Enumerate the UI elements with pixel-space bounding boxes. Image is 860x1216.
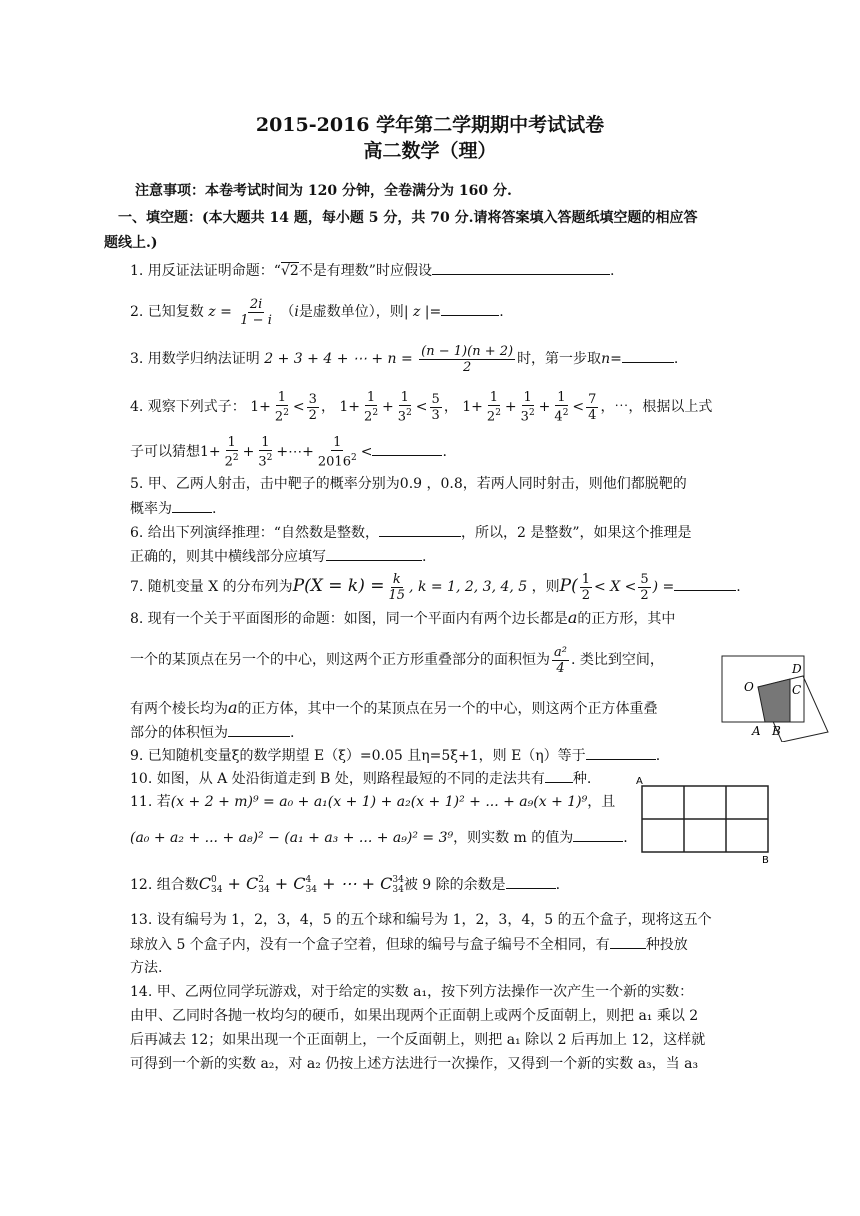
q4-sep: ， bbox=[320, 399, 335, 415]
q12-b: 被 9 除的余数是 bbox=[403, 877, 506, 893]
question-8 bbox=[130, 608, 675, 629]
question-10 bbox=[130, 768, 591, 789]
q10-end: 种. bbox=[572, 771, 592, 787]
frac-den: $3^2$ bbox=[397, 407, 412, 425]
q8-frac bbox=[552, 645, 569, 676]
q2-pre: 2. 已知复数 bbox=[130, 304, 204, 320]
q7-end: . bbox=[736, 579, 741, 595]
q6-a: 6. 给出下列演绎推理：“自然数是整数， bbox=[130, 525, 379, 541]
q3-expr: 2 + 3 + 4 + ⋯ + n = bbox=[264, 351, 413, 367]
frac-num: 1 bbox=[261, 434, 270, 450]
question-9 bbox=[130, 745, 660, 766]
question-8-line3 bbox=[130, 698, 658, 719]
den-base: 2 bbox=[274, 409, 284, 425]
q3-end: . bbox=[673, 351, 679, 367]
frac-den: 4 bbox=[556, 660, 565, 676]
den-base: 2 bbox=[364, 409, 373, 425]
q7-pre: 7. 随机变量 X 的分布列为 bbox=[130, 579, 293, 595]
q4-one: 1+ bbox=[462, 399, 483, 415]
inline-blank-6[interactable] bbox=[379, 522, 461, 537]
q3-pre: 3. 用数学归纳法证明 bbox=[130, 351, 260, 367]
section1-heading-cont: 题线上.) bbox=[104, 235, 158, 251]
q4-lt: < bbox=[572, 399, 585, 415]
q11-expr: (x + 2 + m)⁹ = a₀ + a₁(x + 1) + a₂(x + 1)² + ... + a₉(x + 1)⁹ bbox=[170, 794, 588, 810]
question-11 bbox=[130, 792, 615, 812]
q4-frac-f bbox=[552, 390, 570, 424]
question-6 bbox=[130, 522, 691, 543]
den-base: 2 bbox=[486, 409, 496, 425]
question-13: 13. 设有编号为 1，2，3，4，5 的五个球和编号为 1，2，3，4，5 的五个盒子，现将这五个 bbox=[130, 912, 712, 928]
question-14-line4: 可得到一个新的实数 a₂，对 a₂ 仍按上述方法进行一次操作，又得到一个新的实数 a₃，当 a₃ bbox=[130, 1056, 699, 1072]
q7-frac-2 bbox=[638, 572, 650, 603]
notice-text: 注意事项：本卷考试时间为 120 分钟，全卷满分为 160 分. bbox=[135, 183, 512, 199]
answer-blank-13[interactable] bbox=[610, 934, 646, 949]
q10-a: 10. 如图，从 A 处沿街道走到 B 处，则路程最短的不同的走法共有 bbox=[130, 771, 545, 787]
q4-frac-r1 bbox=[307, 392, 319, 423]
q2-fraction bbox=[238, 297, 274, 328]
frac-num: 1 bbox=[489, 389, 499, 405]
question-4-cont: 子可以猜想1+ $\frac{1}{2^2}$ + $\frac{1}{3^2}$ +⋯+ $\frac{1}{2016^2}$ < . bbox=[130, 434, 447, 470]
q8-a2: 的正方形，其中 bbox=[577, 611, 676, 627]
q4-tail: ，⋯，根据以上式 bbox=[600, 399, 713, 415]
q2-num: 2i bbox=[249, 296, 263, 312]
q7-frac-1 bbox=[580, 572, 592, 603]
q8-d: 部分的体积恒为 bbox=[130, 725, 228, 741]
overlap-region bbox=[758, 679, 790, 722]
q5-end: . bbox=[212, 501, 217, 517]
frac-den: $3^2$ bbox=[258, 452, 273, 470]
q4-pre: 4. 观察下列式子： bbox=[130, 399, 246, 415]
q4-frac-i bbox=[316, 435, 359, 469]
q11-a: 11. 若 bbox=[130, 794, 171, 810]
den-base: 3 bbox=[520, 409, 529, 425]
frac-num: a² bbox=[554, 644, 567, 660]
exam-title: 2015-2016 学年第二学期期中考试试卷 bbox=[255, 114, 605, 136]
q4-frac-b bbox=[362, 390, 380, 424]
frac-num: 1 bbox=[581, 571, 591, 587]
section1-heading: 一、填空题：(本大题共 14 题，每小题 5 分，共 70 分.请将答案填入答题纸填空题的相应答 bbox=[118, 210, 698, 226]
q6-end: . bbox=[422, 549, 427, 565]
q3-mid: 时，第一步取 bbox=[517, 351, 602, 367]
q2-mid2: 是虚数单位），则 bbox=[298, 304, 404, 320]
answer-blank-6[interactable] bbox=[326, 546, 422, 561]
c-symbol: C bbox=[293, 874, 306, 893]
q7-p2: P( bbox=[559, 576, 578, 596]
exam-subtitle: 高二数学（理） bbox=[363, 140, 497, 162]
q7-frac bbox=[387, 572, 408, 603]
q7-p2-end: ) = bbox=[652, 579, 675, 595]
q4-end: . bbox=[442, 444, 447, 460]
q4-line2-pre: 子可以猜想 bbox=[130, 444, 200, 460]
frac-num: 1 bbox=[227, 434, 236, 450]
answer-blank-12[interactable] bbox=[506, 874, 556, 889]
q3-eq: = bbox=[610, 351, 622, 367]
answer-blank-1[interactable] bbox=[432, 260, 610, 275]
q4-one: 1+ bbox=[339, 399, 361, 415]
q4-frac-c bbox=[396, 390, 414, 424]
frac-den: 15 bbox=[388, 587, 406, 603]
c-symbol: C bbox=[380, 874, 393, 893]
answer-blank-11[interactable] bbox=[573, 827, 623, 842]
q11-b: ，则实数 m 的值为 bbox=[453, 830, 574, 846]
q8-var: a bbox=[567, 608, 578, 627]
frac-num: 5 bbox=[431, 391, 440, 407]
frac-den: $3^2$ bbox=[520, 407, 535, 425]
q8-b: 一个的某顶点在另一个的中心，则这两个正方形重叠部分的面积恒为 bbox=[130, 652, 550, 668]
q9-end: . bbox=[655, 748, 661, 764]
q8-b2: . 类比到空间， bbox=[570, 652, 664, 668]
q3-den: 2 bbox=[462, 359, 472, 375]
frac-den: $2^2$ bbox=[486, 407, 501, 425]
q2-den: 1 − i bbox=[240, 312, 272, 328]
frac-den: 2 bbox=[581, 587, 591, 603]
q3-fraction bbox=[419, 344, 515, 375]
frac-num: 1 bbox=[400, 389, 409, 405]
q8-c2: 的正方体，其中一个的某顶点在另一个的中心，则这两个正方体重叠 bbox=[237, 701, 658, 717]
q13-b: 球放入 5 个盒子内，没有一个盒子空着，但球的编号与盒子编号不全相同，有 bbox=[130, 937, 610, 953]
frac-num: 5 bbox=[640, 571, 649, 587]
q4-one: 1+ bbox=[250, 399, 271, 415]
q13-b2: 种投放 bbox=[645, 937, 688, 953]
q4-frac-d bbox=[485, 390, 503, 424]
frac-num: 1 bbox=[366, 389, 376, 405]
q1-end: . bbox=[609, 263, 615, 279]
answer-blank-2[interactable] bbox=[441, 301, 499, 316]
question-1 bbox=[130, 260, 614, 281]
q11-expr2: (a₀ + a₂ + ... + a₈)² − (a₁ + a₃ + ... + a₉)² = 3⁹ bbox=[130, 830, 454, 846]
den-base: 2016 bbox=[317, 454, 351, 470]
question-13-line3: 方法. bbox=[130, 960, 163, 976]
q1-pre: 1. 用反证法证明命题：“ bbox=[130, 263, 281, 279]
frac-den: 2 bbox=[640, 587, 649, 603]
q2-end: . bbox=[499, 304, 504, 320]
q4-frac-e bbox=[519, 390, 537, 424]
c-symbol: C bbox=[198, 874, 211, 893]
question-3 bbox=[130, 341, 678, 377]
den-base: 2 bbox=[224, 454, 233, 470]
q7-p: P(X = k) = bbox=[292, 576, 385, 596]
question-4: 4. 观察下列式子： 1+ $\frac{1}{2^2}$ < $\frac{3}{2}$ ， 1+ $\frac{1}{2^2}$ + $\frac{1}{3^2}$ < $\frac{5}{3}$ ， 1+ $\frac{1}{2^2}$ + $\frac{1}{3^2}$ + $\frac{1}{4^2}$ < $\frac{7}{4}$ ，⋯，根据以上式 bbox=[130, 389, 713, 425]
q8-c: 有两个棱长均为 bbox=[130, 701, 228, 717]
question-13-line2 bbox=[130, 934, 688, 955]
answer-blank-3[interactable] bbox=[622, 348, 674, 363]
label-D: D bbox=[792, 662, 802, 676]
q7-mid: ，则 bbox=[531, 579, 560, 595]
q6-a2: ，所以，2 是整数”，如果这个推理是 bbox=[460, 525, 692, 541]
label-O: O bbox=[744, 680, 754, 694]
q3-num: (n − 1)(n + 2) bbox=[421, 343, 514, 359]
q4-sep: ， bbox=[443, 399, 458, 415]
q4-frac-h bbox=[256, 435, 274, 469]
q4-one: 1+ bbox=[200, 444, 221, 460]
question-8-line2 bbox=[130, 640, 664, 680]
q5-b: 概率为 bbox=[130, 501, 172, 517]
frac-den: 4 bbox=[588, 407, 597, 423]
q4-frac-a bbox=[273, 390, 291, 424]
den-base: 3 bbox=[397, 409, 407, 425]
den-base: 3 bbox=[258, 454, 267, 470]
q4-lt: < bbox=[415, 399, 428, 415]
q2-i: i bbox=[294, 304, 299, 320]
c-symbol: C bbox=[246, 874, 259, 893]
frac-num: 7 bbox=[588, 391, 597, 407]
label-A: A bbox=[636, 776, 643, 787]
q9-a: 9. 已知随机变量ξ的数学期望 E（ξ）=0.05 且η=5ξ+1，则 E（η）等于 bbox=[130, 748, 586, 764]
street-grid-figure bbox=[632, 774, 780, 864]
answer-blank-7[interactable] bbox=[674, 576, 736, 591]
question-14: 14. 甲、乙两位同学玩游戏，对于给定的实数 a₁，按下列方法操作一次产生一个新的实数： bbox=[130, 984, 694, 1000]
answer-blank-9[interactable] bbox=[586, 745, 656, 760]
question-6-cont bbox=[130, 546, 426, 567]
overlapping-squares-figure bbox=[714, 650, 838, 742]
q1-root: 2 bbox=[289, 263, 299, 279]
frac-num: 1 bbox=[523, 389, 532, 405]
q4-dots: +⋯+ bbox=[276, 444, 314, 460]
q4-lt: < bbox=[360, 444, 373, 460]
frac-den: 2 bbox=[308, 407, 317, 423]
question-5-cont bbox=[130, 498, 216, 519]
question-12 bbox=[130, 872, 560, 897]
q8-a: 8. 现有一个关于平面图形的命题：如图，同一个平面内有两个边长都是 bbox=[130, 611, 568, 627]
frac-den: $2^2$ bbox=[274, 407, 289, 425]
q4-frac-g bbox=[223, 435, 241, 469]
frac-num: 1 bbox=[333, 434, 342, 450]
q7-lt: < X < bbox=[594, 579, 637, 595]
answer-blank-10[interactable] bbox=[545, 768, 573, 783]
question-14-line2: 由甲、乙同时各抛一枚均匀的硬币，如果出现两个正面朝上或两个反面朝上，则把 a₁ 乘以 2 bbox=[130, 1008, 699, 1024]
frac-den: $2^2$ bbox=[224, 452, 239, 470]
frac-num: 3 bbox=[308, 391, 317, 407]
question-2 bbox=[130, 294, 504, 330]
sqrt-symbol: √2 bbox=[280, 263, 299, 279]
q6-b: 正确的，则其中横线部分应填写 bbox=[130, 549, 326, 565]
q1-post: 不是有理数”时应假设 bbox=[298, 263, 432, 279]
question-7 bbox=[130, 566, 741, 607]
frac-num: k bbox=[392, 571, 401, 587]
q8-var: a bbox=[228, 698, 238, 717]
frac-num: 1 bbox=[557, 389, 566, 405]
question-8-line4 bbox=[130, 722, 294, 743]
label-B: B bbox=[772, 724, 781, 738]
q11-end: . bbox=[623, 830, 628, 846]
q2-mid: （ bbox=[280, 304, 295, 320]
question-14-line3: 后再减去 12；如果出现一个正面朝上，一个反面朝上，则把 a₁ 除以 2 后再加上 12，这样就 bbox=[130, 1032, 706, 1048]
question-5: 5. 甲、乙两人射击，击中靶子的概率分别为0.9 ，0.8，若两人同时射击，则他们都脱靶的 bbox=[130, 476, 687, 492]
q12-end: . bbox=[555, 877, 561, 893]
combination-expr: C0 34 + C2 34 + C4 34 + ⋯ + C34 34 bbox=[198, 874, 404, 895]
frac-num: 1 bbox=[277, 389, 287, 405]
q4-frac-r3 bbox=[586, 392, 598, 423]
q8-end: . bbox=[290, 725, 295, 741]
q3-n: n bbox=[601, 351, 611, 367]
frac-den: $4^2$ bbox=[554, 407, 569, 425]
q11-a2: ，且 bbox=[587, 794, 616, 810]
answer-blank-8[interactable] bbox=[228, 722, 290, 737]
frac-den: $2^2$ bbox=[364, 407, 379, 425]
question-11-cont bbox=[130, 827, 628, 848]
den-base: 4 bbox=[554, 409, 563, 425]
label-B: B bbox=[762, 855, 769, 864]
q4-frac-r2 bbox=[430, 392, 442, 423]
q12-a: 12. 组合数 bbox=[130, 877, 199, 893]
q2-abs: | z |= bbox=[403, 304, 442, 320]
label-C: C bbox=[792, 683, 802, 697]
q2-z: z = bbox=[208, 304, 232, 320]
answer-blank-4[interactable] bbox=[372, 441, 442, 456]
frac-den: 2016$^2$ bbox=[317, 452, 357, 470]
q4-lt: < bbox=[292, 399, 305, 415]
q7-k: , k = 1, 2, 3, 4, 5 bbox=[409, 579, 528, 595]
answer-blank-5[interactable] bbox=[172, 498, 212, 513]
frac-den: 3 bbox=[431, 407, 440, 423]
label-A: A bbox=[752, 724, 761, 738]
